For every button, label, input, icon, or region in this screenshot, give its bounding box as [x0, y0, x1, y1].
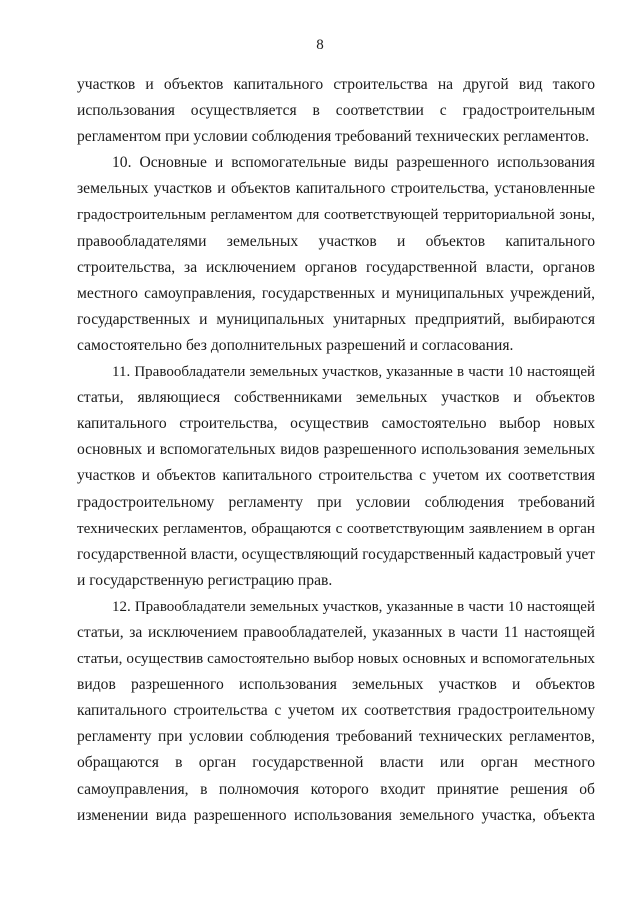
text-line: 11. Правообладатели земельных участков, указанные в части 10 настоящей: [112, 364, 595, 381]
text-line: местного самоуправления, государственных и муниципальных учреждений,: [77, 284, 595, 302]
text-line: статьи, осуществив самостоятельно выбор новых основных и вспомогательных: [77, 650, 595, 668]
text-line: видов разрешенного использования земельных участков и объектов: [77, 676, 595, 694]
text-line: государственной власти, осуществляющий государственный кадастровый учет: [77, 545, 595, 563]
text-line: строительства, за исключением органов государственной власти, органов: [77, 258, 595, 276]
text-line: градостроительному регламенту при условии соблюдения требований: [77, 493, 595, 511]
text-line: самостоятельно без дополнительных разрешений и согласования.: [77, 336, 514, 354]
text-line: обращаются в орган государственной власти или орган местного: [77, 754, 595, 772]
text-line: градостроительным регламентом для соответствующей территориальной зоны,: [77, 206, 595, 224]
text-line: 12. Правообладатели земельных участков, указанные в части 10 настоящей: [112, 598, 595, 615]
text-line: статьи, за исключением правообладателей, указанных в части 11 настоящей: [77, 623, 595, 641]
text-line: изменении вида разрешенного использования земельного участка, объекта: [77, 806, 595, 824]
page-number: 8: [316, 37, 324, 53]
text-line: использования осуществляется в соответствии с градостроительным: [77, 102, 595, 120]
text-line: государственных и муниципальных унитарных предприятий, выбираются: [77, 310, 595, 328]
text-line: основных и вспомогательных видов разрешенного использования земельных: [77, 441, 595, 459]
text-line: и государственную регистрацию прав.: [77, 571, 333, 589]
text-line: самоуправления, в полномочия которого входит принятие решения об: [77, 780, 595, 798]
text-line: 10. Основные и вспомогательные виды разрешенного использования: [112, 154, 595, 172]
text-line: земельных участков и объектов капитального строительства, установленные: [77, 180, 595, 198]
text-line: капитального строительства, осуществив самостоятельно выбор новых: [77, 415, 595, 433]
text-line: регламенту при условии соблюдения требований технических регламентов,: [77, 728, 595, 746]
text-line: капитального строительства с учетом их соответствия градостроительному: [77, 702, 595, 720]
text-line: участков и объектов капитального строительства на другой вид такого: [77, 76, 595, 93]
text-line: технических регламентов, обращаются с соответствующим заявлением в орган: [77, 519, 595, 537]
text-line: участков и объектов капитального строительства с учетом их соответствия: [77, 467, 595, 485]
text-line: регламентом при условии соблюдения требований технических регламентов.: [77, 128, 590, 146]
body-text: [77, 72, 595, 829]
text-line: статьи, являющиеся собственниками земельных участков и объектов: [77, 389, 595, 407]
text-line: правообладателями земельных участков и объектов капитального: [77, 232, 595, 250]
